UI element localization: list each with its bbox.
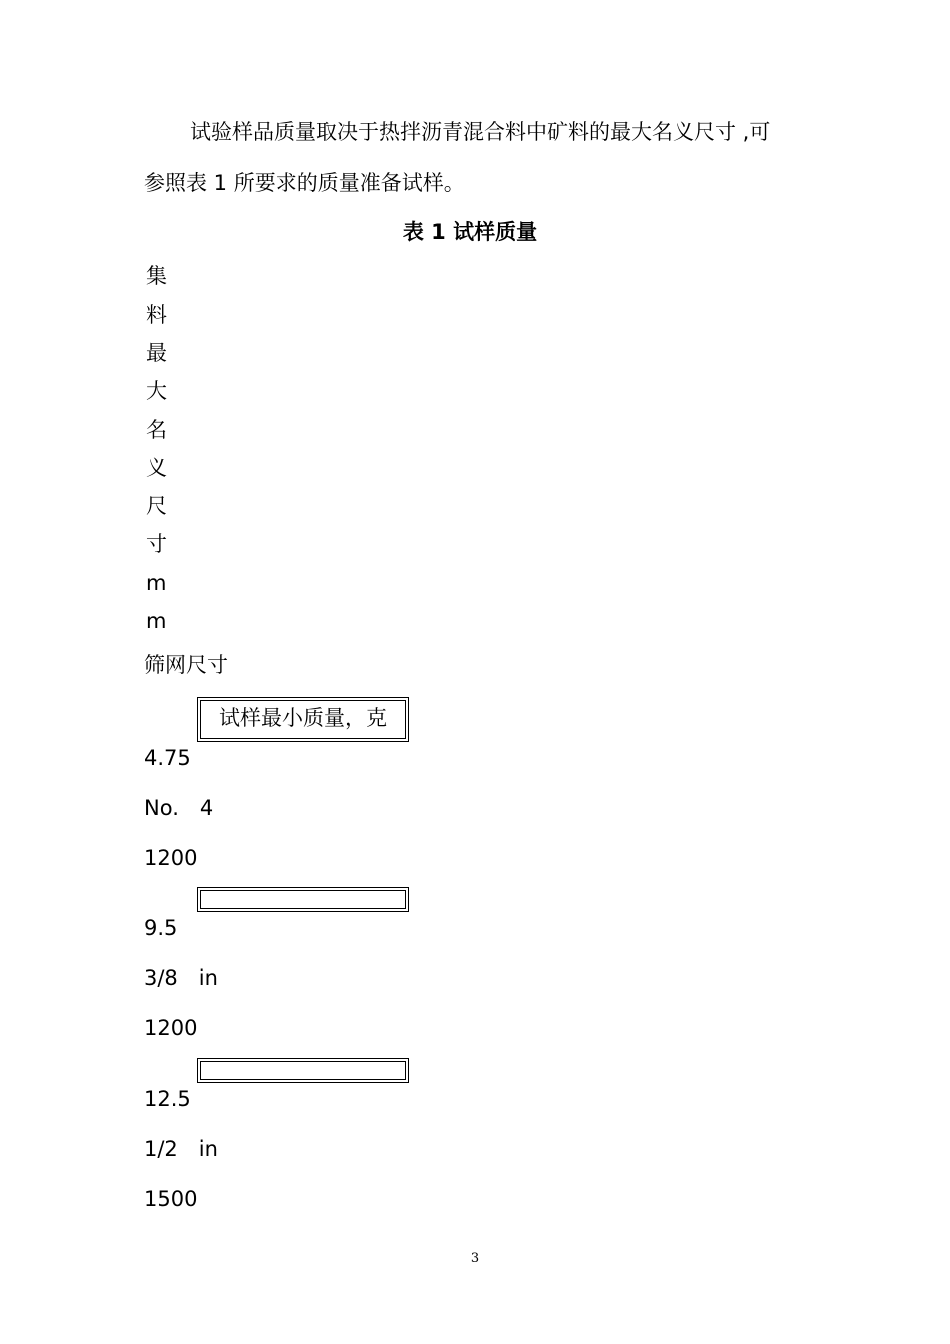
header-char: 寸 (146, 532, 167, 556)
page-number: 3 (470, 1251, 480, 1266)
header-char: m (146, 571, 167, 595)
header-mass-box (197, 697, 409, 742)
header-char: 名 (146, 418, 167, 442)
row-sieve: 3/8 in (144, 966, 218, 990)
header-char: 集 (146, 264, 167, 288)
header-char: 料 (146, 303, 167, 327)
empty-cell-box (197, 1058, 409, 1083)
row-sieve: No. 4 (144, 796, 214, 820)
paragraph-line-2: 参照表 1 所要求的质量准备试样。 (144, 171, 465, 195)
row-size-mm: 9.5 (144, 916, 178, 940)
row-size-mm: 4.75 (144, 746, 191, 770)
header-char: 大 (146, 379, 167, 403)
row-sieve: 1/2 in (144, 1137, 218, 1161)
header-min-mass: 试样最小质量，克 (219, 706, 387, 730)
empty-cell-box (197, 887, 409, 912)
row-size-mm: 12.5 (144, 1087, 191, 1111)
header-char: 最 (146, 341, 167, 365)
header-char: m (146, 609, 167, 633)
row-mass: 1200 (144, 846, 198, 870)
row-mass: 1500 (144, 1187, 198, 1211)
header-sieve-size: 筛网尺寸 (144, 653, 228, 677)
header-char: 尺 (146, 494, 167, 518)
header-char: 义 (146, 456, 167, 480)
row-mass: 1200 (144, 1016, 198, 1040)
table-caption: 表 1 试样质量 (402, 220, 538, 244)
paragraph-line-1: 试验样品质量取决于热拌沥青混合料中矿料的最大名义尺寸 ,可 (190, 120, 771, 144)
